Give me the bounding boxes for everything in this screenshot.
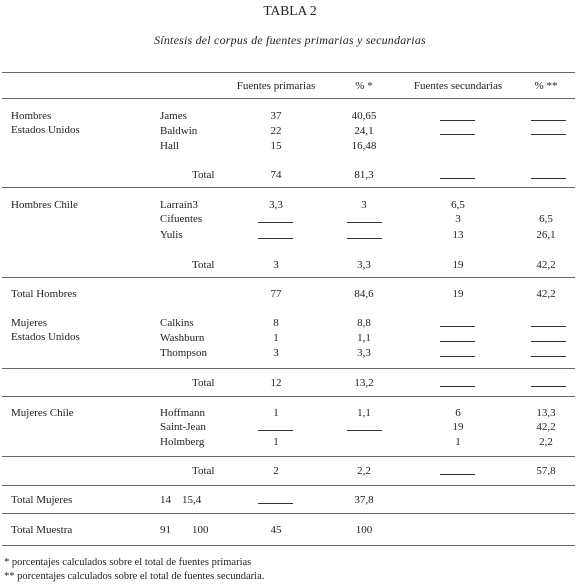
row-pct-baldwin: 24,1 [354,125,374,137]
blank-sec [440,474,475,475]
blank-pct [347,430,382,431]
blank-primarias [258,430,293,431]
blank-sec [440,356,475,357]
header-pct-primarias: % * [355,80,373,92]
row-pct-larrain: 3 [361,199,367,211]
group-label-hombres: Hombres [11,110,52,122]
row-name-washburn: Washburn [160,332,205,344]
blank-pct-sec [531,356,566,357]
row-pct-james: 40,65 [351,110,377,122]
header-fuentes-secundarias: Fuentes secundarias [413,80,503,92]
blank-pct [347,238,382,239]
row-name-calkins: Calkins [160,317,194,329]
blank-sec [440,134,475,135]
total-pct: 13,2 [354,377,374,389]
row-sec-saint-jean: 19 [452,421,464,433]
total-pct: 2,2 [357,465,371,477]
row-name-yulis: Yulis [160,229,183,241]
total-muestra-primarias: 45 [270,524,282,536]
blank-pct-sec [531,326,566,327]
row-name-hall: Hall [160,140,179,152]
blank-pct [347,222,382,223]
total-pct-sec: 42,2 [536,259,556,271]
group-label-mujeres: Mujeres [11,317,48,329]
section-rule [2,368,575,369]
row-name-thompson: Thompson [160,347,208,359]
row-pct-sec-holmberg: 2,2 [539,436,553,448]
total-label: Total [192,169,215,181]
total-muestra-col-a: 91 [160,524,171,536]
footnote-secundarias: ** porcentajes calculados sobre el total de fuentes secundaria. [4,571,265,582]
footnote-primarias: * porcentajes calculados sobre el total de fuentes primarias [4,557,252,568]
total-hombres-sec: 19 [452,288,464,300]
row-pct-washburn: 1,1 [357,332,371,344]
group-label-mujeres-chile: Mujeres Chile [11,407,74,419]
total-pct-sec: 57,8 [536,465,556,477]
row-pct-sec-hoffmann: 13,3 [536,407,556,419]
blank-sec [440,386,475,387]
total-primarias: 3 [273,259,279,271]
row-primarias-thompson: 3 [273,347,279,359]
group-label-hombres-chile: Hombres Chile [11,199,78,211]
blank-pct-sec [531,120,566,121]
row-primarias-hoffmann: 1 [273,407,279,419]
row-sec-holmberg: 1 [455,436,461,448]
total-mujeres-pct: 37,8 [354,494,374,506]
blank-sec [440,178,475,179]
section-rule [2,396,575,397]
table-subtitle: Síntesis del corpus de fuentes primarias y secundarias [154,33,426,47]
blank-pct-sec [531,386,566,387]
total-hombres-pct: 84,6 [354,288,374,300]
total-label: Total [192,465,215,477]
row-primarias-james: 37 [270,110,282,122]
header-pct-secundarias: % ** [534,80,558,92]
row-pct-thompson: 3,3 [357,347,371,359]
section-rule [2,277,575,278]
total-hombres-pct-sec: 42,2 [536,288,556,300]
blank-sec [440,120,475,121]
blank-pct-sec [531,341,566,342]
header-top-rule [2,72,575,73]
row-name-holmberg: Holmberg [160,436,205,448]
total-muestra-label: Total Muestra [11,524,73,536]
total-primarias: 74 [270,169,282,181]
total-mujeres-col-a: 14 [160,494,171,506]
blank-primarias [258,222,293,223]
total-pct: 3,3 [357,259,371,271]
row-sec-larrain: 6,5 [451,199,465,211]
total-pct: 81,3 [354,169,374,181]
row-sec-hoffmann: 6 [455,407,461,419]
row-pct-hoffmann: 1,1 [357,407,371,419]
row-name-james: James [160,110,187,122]
row-primarias-washburn: 1 [273,332,279,344]
row-pct-hall: 16,48 [351,140,377,152]
blank-pct-sec [531,134,566,135]
row-primarias-baldwin: 22 [270,125,282,137]
table-title: TABLA 2 [263,3,317,18]
row-pct-sec-cifuentes: 6,5 [539,213,553,225]
row-name-saint-jean: Saint-Jean [160,421,206,433]
section-rule [2,513,575,514]
blank-primarias [258,503,293,504]
row-name-cifuentes: Cifuentes [160,213,203,225]
section-rule [2,187,575,188]
row-primarias-holmberg: 1 [273,436,279,448]
row-name-larrain: Larraín3 [160,199,198,211]
group-label-estados-unidos: Estados Unidos [11,331,80,343]
blank-sec [440,341,475,342]
total-muestra-pct: 100 [355,524,373,536]
row-pct-sec-yulis: 26,1 [536,229,556,241]
row-primarias-larrain: 3,3 [269,199,283,211]
total-label: Total [192,377,215,389]
row-name-baldwin: Baldwin [160,125,198,137]
blank-sec [440,326,475,327]
total-hombres-primarias: 77 [270,288,282,300]
group-label-estados-unidos: Estados Unidos [11,124,80,136]
row-name-hoffmann: Hoffmann [160,407,206,419]
row-primarias-hall: 15 [270,140,282,152]
row-sec-cifuentes: 3 [455,213,461,225]
row-sec-yulis: 13 [452,229,464,241]
row-pct-sec-saint-jean: 42,2 [536,421,556,433]
table-bottom-rule [2,545,575,546]
total-label: Total [192,259,215,271]
section-rule [2,485,575,486]
blank-primarias [258,238,293,239]
row-primarias-calkins: 8 [273,317,279,329]
total-muestra-col-b: 100 [192,524,209,536]
total-sec: 19 [452,259,464,271]
total-mujeres-label: Total Mujeres [11,494,73,506]
section-rule [2,456,575,457]
header-bottom-rule [2,98,575,99]
total-primarias: 12 [270,377,282,389]
header-fuentes-primarias: Fuentes primarias [236,80,316,92]
blank-pct-sec [531,178,566,179]
total-primarias: 2 [273,465,279,477]
total-mujeres-col-b: 15,4 [182,494,202,506]
row-pct-calkins: 8,8 [357,317,371,329]
total-hombres-label: Total Hombres [11,288,77,300]
